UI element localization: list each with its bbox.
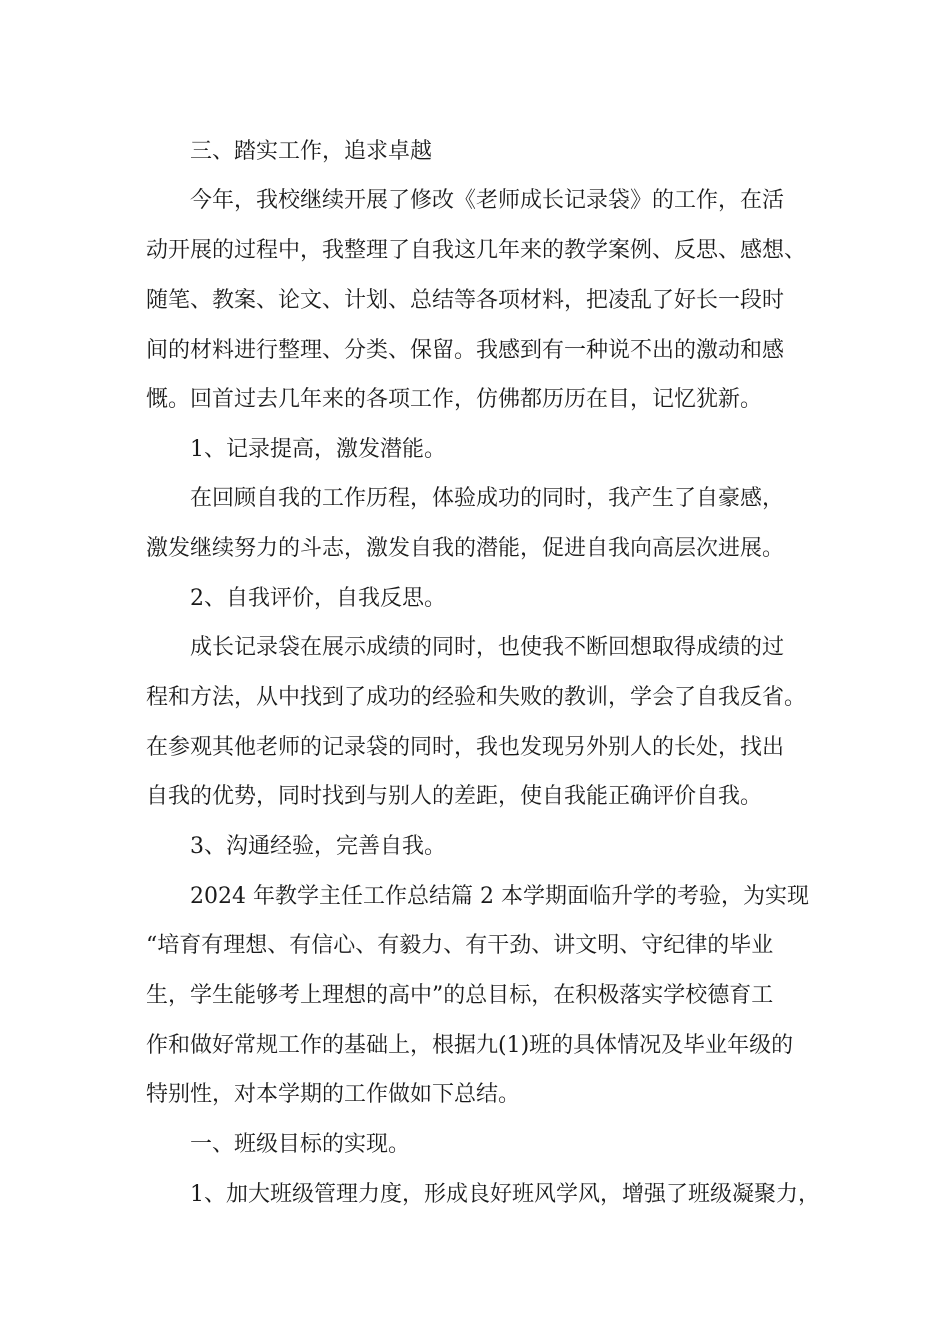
paragraph-line: 程和方法，从中找到了成功的经验和失败的教训，学会了自我反省。 — [146, 685, 807, 710]
paragraph-line: 成长记录袋在展示成绩的同时，也使我不断回想取得成绩的过 — [190, 635, 785, 660]
paragraph-line: 特别性，对本学期的工作做如下总结。 — [146, 1082, 521, 1107]
paragraph-line: 激发继续努力的斗志，激发自我的潜能，促进自我向高层次进展。 — [146, 536, 785, 561]
section-heading: 一、班级目标的实现。 — [190, 1132, 411, 1157]
paragraph-line: 慨。回首过去几年来的各项工作，仿佛都历历在目，记忆犹新。 — [146, 387, 763, 412]
subheading: 2、自我评价，自我反思。 — [190, 586, 446, 611]
paragraph-line: 动开展的过程中，我整理了自我这几年来的教学案例、反思、感想、 — [146, 238, 807, 263]
paragraph-line: 今年，我校继续开展了修改《老师成长记录袋》的工作，在活 — [190, 188, 785, 213]
paragraph-line: 生，学生能够考上理想的高中”的总目标，在积极落实学校德育工 — [146, 983, 774, 1008]
subheading: 3、沟通经验，完善自我。 — [190, 834, 446, 859]
subheading: 1、记录提高，激发潜能。 — [190, 437, 446, 462]
paragraph-line: 作和做好常规工作的基础上，根据九(1)班的具体情况及毕业年级的 — [146, 1033, 794, 1058]
paragraph-line: 在参观其他老师的记录袋的同时，我也发现另外别人的长处，找出 — [146, 735, 785, 760]
paragraph-line: 在回顾自我的工作历程，体验成功的同时，我产生了自豪感， — [190, 486, 785, 511]
paragraph-line: 2024 年教学主任工作总结篇 2 本学期面临升学的考验，为实现 — [190, 884, 809, 909]
section-heading: 三、踏实工作，追求卓越 — [190, 139, 433, 164]
paragraph-line: 1、加大班级管理力度，形成良好班风学风，增强了班级凝聚力， — [190, 1182, 820, 1207]
paragraph-line: 自我的优势，同时找到与别人的差距，使自我能正确评价自我。 — [146, 784, 763, 809]
paragraph-line: 间的材料进行整理、分类、保留。我感到有一种说不出的激动和感 — [146, 338, 785, 363]
paragraph-line: 随笔、教案、论文、计划、总结等各项材料，把凌乱了好长一段时 — [146, 288, 785, 313]
paragraph-line: “培育有理想、有信心、有毅力、有干劲、讲文明、守纪律的毕业 — [146, 933, 774, 958]
